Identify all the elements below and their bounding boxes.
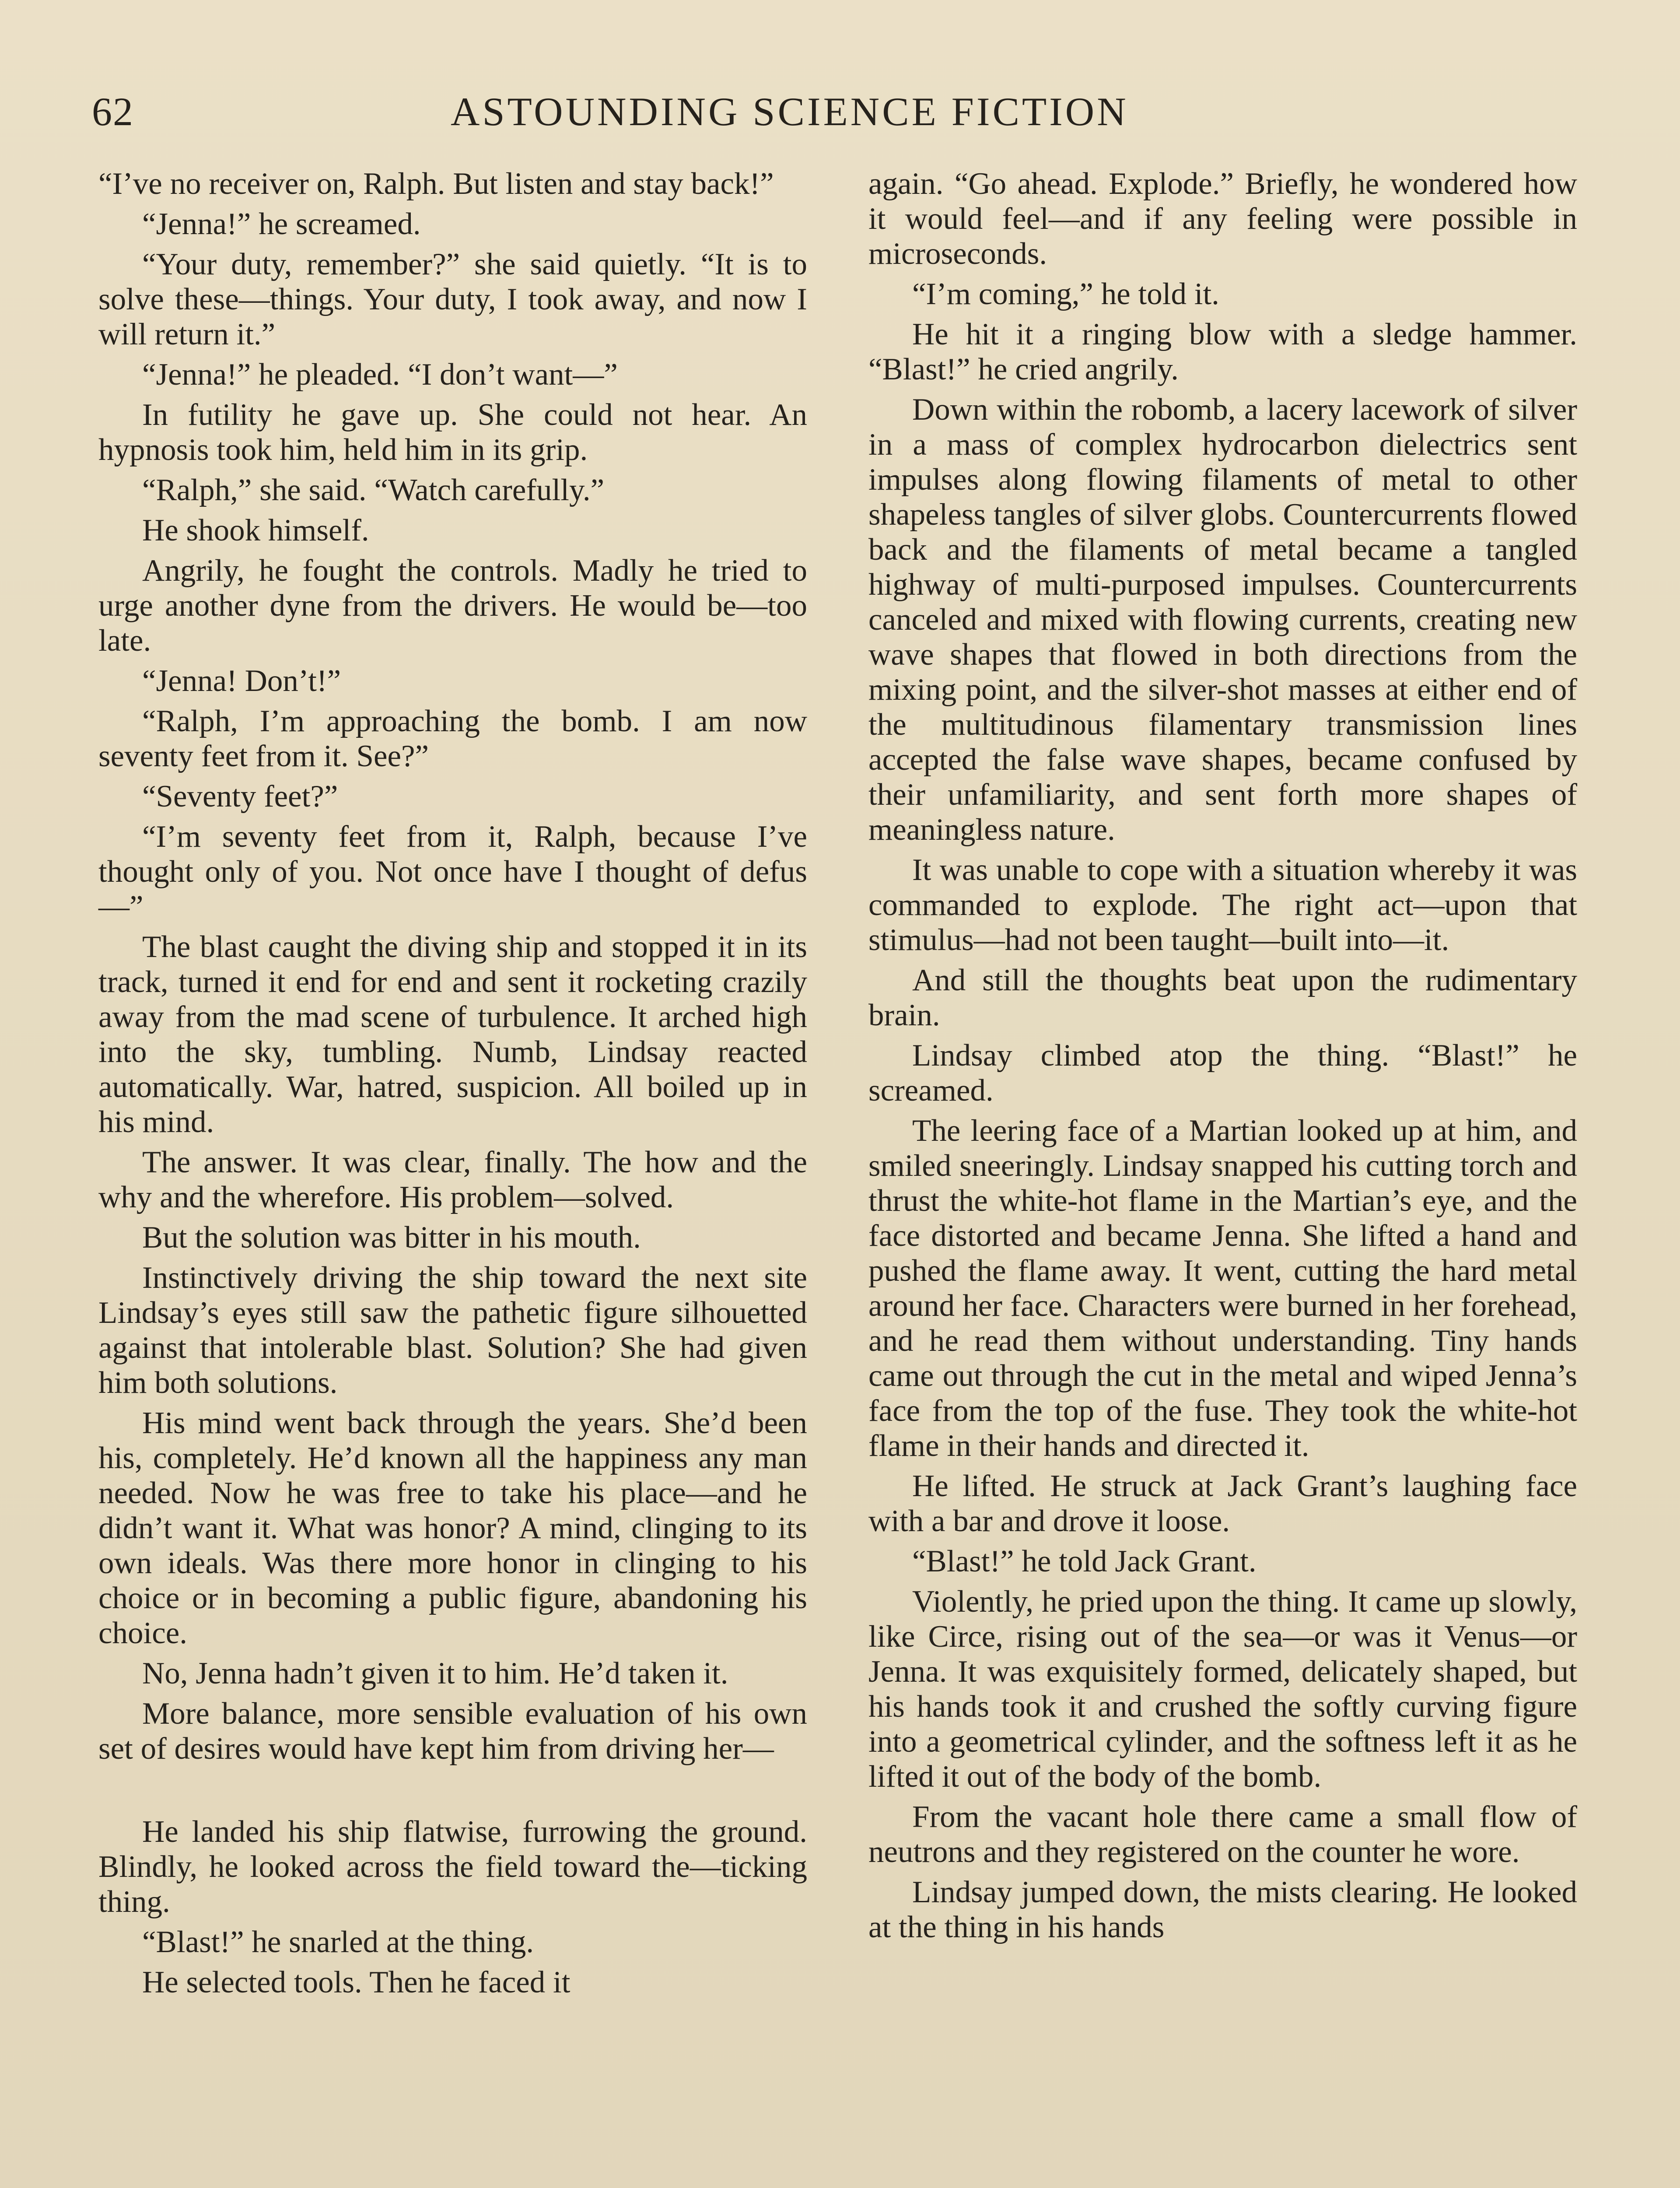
paragraph: It was unable to cope with a situation whereby it was commanded to explode. The right act—upon that stimulus—had not been taught—built into—it.	[868, 853, 1577, 957]
paragraph: “Ralph,” she said. “Watch carefully.”	[142, 473, 605, 507]
paragraph: The answer. It was clear, finally. The how and the why and the wherefore. His problem—solved.	[98, 1145, 807, 1214]
paragraph: But the solution was bitter in his mouth.	[142, 1220, 641, 1255]
paragraph: Lindsay climbed atop the thing. “Blast!” he screamed.	[868, 1038, 1577, 1108]
paragraph: And still the thoughts beat upon the rudimentary brain.	[868, 963, 1577, 1032]
paragraph: “I’ve no receiver on, Ralph. But listen and stay back!”	[98, 167, 774, 201]
paragraph: “Ralph, I’m approaching the bomb. I am now seventy feet from it. See?”	[98, 704, 807, 773]
paragraph: He shook himself.	[142, 513, 369, 547]
paragraph: He landed his ship flatwise, furrowing the ground. Blindly, he looked across the field toward the—ticking thing.	[98, 1815, 807, 1919]
paragraph: “Jenna!” he screamed.	[142, 207, 421, 241]
page-number: 62	[92, 89, 134, 134]
paragraph: From the vacant hole there came a small flow of neutrons and they registered on the counter he wore.	[868, 1800, 1577, 1869]
paragraph: “Jenna! Don’t!”	[142, 664, 341, 698]
paragraph: He hit it a ringing blow with a sledge hammer. “Blast!” he cried angrily.	[868, 317, 1577, 386]
paragraph: Lindsay jumped down, the mists clearing. He looked at the thing in his hands	[868, 1875, 1577, 1944]
paragraph: His mind went back through the years. She’d been his, completely. He’d known all the happiness any man needed. Now he was free to take his place—and he didn’t want it. What was honor? A mind, clinging to its own ideals. Was there more honor in clinging to his choice or in becoming a public figure, abandoning his choice.	[98, 1406, 807, 1650]
paragraph: “Seventy feet?”	[142, 779, 338, 813]
paragraph: “I’m coming,” he told it.	[912, 277, 1219, 311]
paragraph: He selected tools. Then he faced it	[142, 1965, 570, 1999]
paragraph: Instinctively driving the ship toward the next site Lindsay’s eyes still saw the pathetic figure silhouetted against that intolerable blast. Solution? She had given him both solutions.	[98, 1261, 807, 1400]
paragraph: Down within the robomb, a lacery lacework of silver in a mass of complex hydrocarbon dielectrics sent impulses along flowing filaments of metal to other shapeless tangles of silver globs. Countercurrents flowed back and the filaments of metal became a tangled highway of multi-purposed impulses. Countercurrents canceled and mixed with flowing currents, creating new wave shapes that flowed in both directions from the mixing point, and the silver-shot masses at either end of the multitudinous filamentary transmission lines accepted the false wave shapes, became confused by their unfamiliarity, and sent forth more shapes of meaningless nature.	[868, 393, 1577, 847]
paragraph: “I’m seventy feet from it, Ralph, because I’ve thought only of you. Not once have I thought of defus—”	[98, 820, 807, 924]
paragraph: The leering face of a Martian looked up at him, and smiled sneeringly. Lindsay snapped his cutting torch and thrust the white-hot flame in the Martian’s eye, and the face distorted and became Jenna. She lifted a hand and pushed the flame away. It went, cutting the hard metal around her face. Characters were burned in her forehead, and he read them without understanding. Tiny hands came out through the cut in the metal and wiped Jenna’s face from the top of the fuse. They took the white-hot flame in their hands and directed it.	[868, 1114, 1577, 1463]
paragraph: “Blast!” he snarled at the thing.	[142, 1925, 534, 1959]
paragraph: No, Jenna hadn’t given it to him. He’d taken it.	[142, 1656, 728, 1690]
paragraph: “Your duty, remember?” she said quietly. “It is to solve these—things. Your duty, I took away, and now I will return it.”	[98, 247, 807, 351]
paragraph: “Jenna!” he pleaded. “I don’t want—”	[142, 358, 618, 392]
left-column	[98, 166, 807, 2005]
paragraph: Violently, he pried upon the thing. It came up slowly, like Circe, rising out of the sea—or was it Venus—or Jenna. It was exquisitely formed, delicately shaped, but his hands took it and crushed the softly curving figure into a geometrical cylinder, and the softness left it as he lifted it out of the body of the bomb.	[868, 1585, 1577, 1794]
running-title: ASTOUNDING SCIENCE FICTION	[451, 89, 1129, 134]
paragraph: More balance, more sensible evaluation of his own set of desires would have kept him from driving her—	[98, 1697, 807, 1766]
paragraph: again. “Go ahead. Explode.” Briefly, he wondered how it would feel—and if any feeling were possible in microseconds.	[868, 167, 1577, 271]
paragraph: “Blast!” he told Jack Grant.	[912, 1544, 1256, 1578]
right-column	[868, 166, 1577, 1950]
paragraph: In futility he gave up. She could not hear. An hypnosis took him, held him in its grip.	[98, 398, 807, 467]
paragraph: Angrily, he fought the controls. Madly he tried to urge another dyne from the drivers. He would be—too late.	[98, 554, 807, 658]
paragraph: He lifted. He struck at Jack Grant’s laughing face with a bar and drove it loose.	[868, 1469, 1577, 1538]
paragraph: The blast caught the diving ship and stopped it in its track, turned it end for end and sent it rocketing crazily away from the mad scene of turbulence. It arched high into the sky, tumbling. Numb, Lindsay reacted automatically. War, hatred, suspicion. All boiled up in his mind.	[98, 930, 807, 1139]
page-header	[92, 85, 1579, 138]
